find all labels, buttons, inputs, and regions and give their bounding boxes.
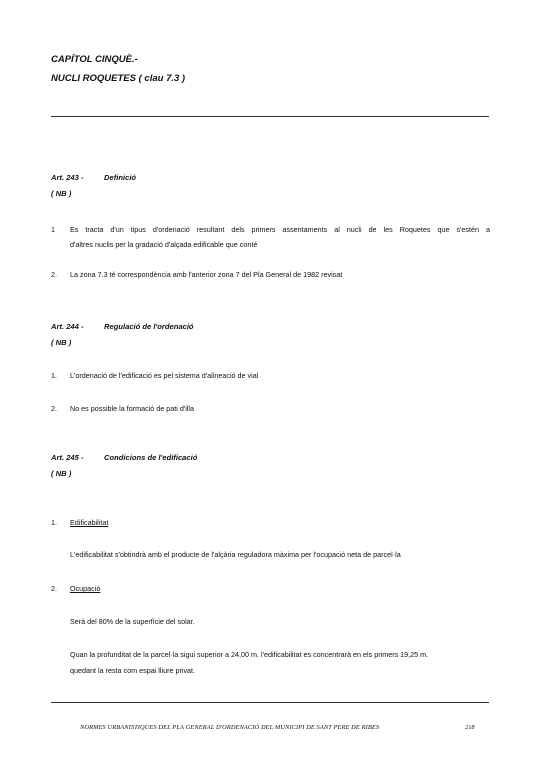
item-text: L'ordenació de l'edificació es pel sistema d'alineació de vial xyxy=(70,371,259,380)
article-number: Art. 245 - xyxy=(51,453,84,462)
item-number: 1. xyxy=(51,371,57,380)
page-number: 218 xyxy=(465,724,475,731)
item-text: No es possible la formació de pati d'illa xyxy=(70,404,195,413)
footer-text: NORMES URBANISTIQUES DEL PLA GENERAL D'ORDENACIÓ DEL MUNICIPI DE SANT PERE DE RIBES xyxy=(80,724,380,731)
item-number: 2. xyxy=(51,584,57,593)
chapter-heading: CAPÍTOL CINQUÈ.- xyxy=(51,54,138,65)
section-heading: NUCLI ROQUETES ( clau 7.3 ) xyxy=(51,73,186,84)
article-number: Art. 244 - xyxy=(51,322,84,331)
item-heading: Ocupació xyxy=(70,584,101,593)
item-number: 2. xyxy=(51,404,57,413)
item-paragraph: quedant la resta com espai lliure privat. xyxy=(70,666,196,675)
footer-divider xyxy=(51,702,489,703)
article-title: Condicions de l'edificació xyxy=(104,453,198,462)
item-text: d'altres nuclis per la gradació d'alçada edificable que conté xyxy=(70,240,258,249)
article-nb-tag: ( NB ) xyxy=(51,338,72,347)
article-number: Art. 243 - xyxy=(51,173,84,182)
item-text: Es tracta d'un tipus d'ordenació resultant dels primers assentaments al nucli de les Roquetes que s'estén a xyxy=(70,225,490,234)
item-number: 2. xyxy=(51,270,57,279)
item-number: 1 xyxy=(51,225,55,234)
item-paragraph: Quan la profunditat de la parcel·la sigui superior a 24,00 m. l'edificabilitat es concentrarà en els primers 19,25 m. xyxy=(70,650,429,659)
item-paragraph: L'edificabilitat s'obtindrà amb el producte de l'alçària reguladora màxima per l'ocupació neta de parcel·la xyxy=(70,550,401,559)
article-title: Definició xyxy=(104,173,137,182)
header-divider xyxy=(51,116,489,117)
article-title: Regulació de l'ordenació xyxy=(104,322,194,331)
item-paragraph: Serà del 80% de la superfície del solar. xyxy=(70,617,195,626)
item-number: 1. xyxy=(51,518,57,527)
article-nb-tag: ( NB ) xyxy=(51,469,72,478)
item-text: La zona 7.3 té correspondència amb l'anterior zona 7 del Pla General de 1982 revisat xyxy=(70,270,343,279)
article-nb-tag: ( NB ) xyxy=(51,189,72,198)
item-heading: Edificabilitat xyxy=(70,518,109,527)
